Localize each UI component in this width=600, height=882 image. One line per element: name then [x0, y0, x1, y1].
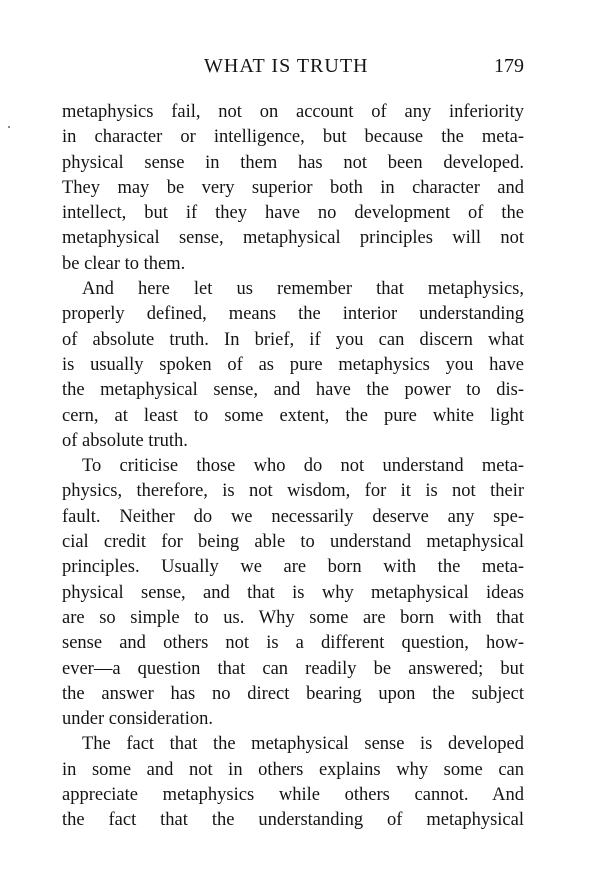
text-line: are so simple to us. Why some are born with that: [62, 607, 524, 628]
text-line: of absolute truth.: [62, 430, 188, 451]
text-line: properly defined, means the interior understanding: [62, 304, 524, 325]
scan-speck: [8, 126, 10, 128]
text-line: metaphysics fail, not on account of any inferiority: [62, 102, 524, 122]
page-header: [62, 55, 524, 81]
text-line: To criticise those who do not understand meta-: [82, 456, 524, 477]
text-line: appreciate metaphysics while others cannot. And: [62, 785, 524, 806]
text-line: sense and others not is a different question, how-: [62, 633, 524, 654]
text-line: intellect, but if they have no development of the: [62, 203, 524, 224]
text-line: under consideration.: [62, 709, 214, 730]
text-line: in character or intelligence, but because the meta-: [62, 127, 524, 148]
text-line: The fact that the metaphysical sense is developed: [82, 734, 524, 755]
text-line: physical sense, and that is why metaphysical ideas: [62, 582, 524, 603]
text-line: of absolute truth. In brief, if you can discern what: [62, 329, 524, 350]
text-line: the metaphysical sense, and have the power to dis-: [62, 380, 524, 401]
text-line: be clear to them.: [62, 253, 186, 274]
text-line: cern, at least to some extent, the pure white light: [62, 405, 524, 426]
text-line: metaphysical sense, metaphysical principles will not: [62, 228, 524, 249]
text-line: cial credit for being able to understand metaphysical: [62, 532, 524, 553]
text-line: And here let us remember that metaphysics,: [82, 279, 524, 300]
page-number: 179: [494, 55, 524, 77]
text-line: the answer has no direct bearing upon the subject: [62, 683, 524, 704]
text-line: fault. Neither do we necessarily deserve any spe-: [62, 506, 524, 527]
text-line: principles. Usually we are born with the meta-: [62, 557, 524, 578]
text-line: in some and not in others explains why some can: [62, 759, 524, 780]
text-line: the fact that the understanding of metaphysical: [62, 810, 524, 831]
running-title: WHAT IS TRUTH: [204, 55, 369, 77]
text-line: They may be very superior both in character and: [62, 177, 524, 198]
text-line: ever—a question that can readily be answered; but: [62, 658, 524, 679]
page-body-text: [62, 100, 524, 834]
text-line: physics, therefore, is not wisdom, for it is not their: [62, 481, 524, 502]
text-line: is usually spoken of as pure metaphysics you have: [62, 354, 524, 375]
text-line: physical sense in them has not been developed.: [62, 152, 524, 173]
